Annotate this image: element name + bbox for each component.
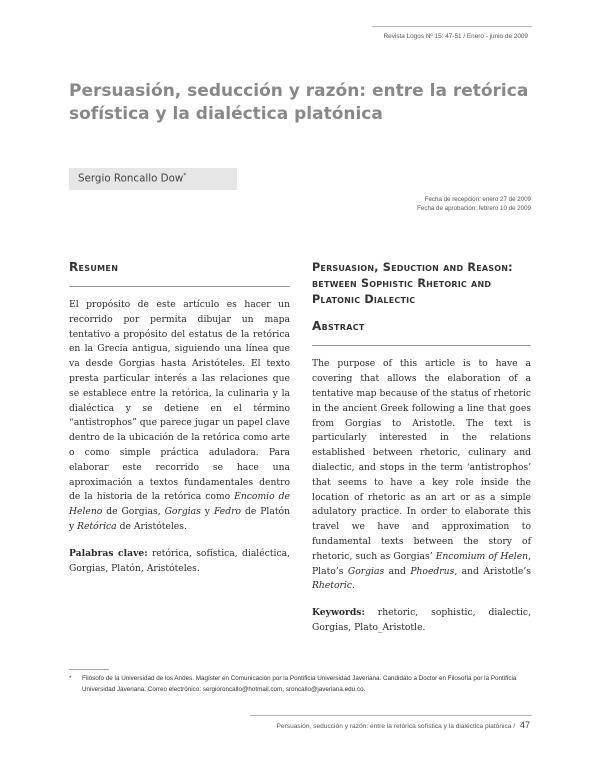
abstract-italic-4: Rhetoric [312,580,352,592]
abstract-text-4: , and Aristotle’s [454,565,531,577]
resumen-paragraph [69,298,290,535]
resumen-italic-3: Fedro [213,506,242,518]
palabras-clave [69,547,290,577]
submission-dates [417,195,531,213]
abstract-paragraph [312,357,531,594]
footnote-text: Filósofo de la Universidad de los Andes. Magíster en Comunicación por la Pontificia Universidad Javeriana. Candidato a Doctor en Filosofía por la Pontificia Universidad Javeriana. Correo electrónico: sergioroncallo@hotmail.com, sroncallo@javeriana.edu.co. [82,675,517,693]
page-number: 47 [519,720,530,730]
footer-rule [250,715,532,716]
running-title: Persuasión, seducción y razón: entre la retórica sofística y la dialéctica platónica [276,723,512,730]
received-date: Fecha de recepción: enero 27 de 2009 [424,196,531,203]
abstract-rule [312,345,531,346]
abstract-italic-3: Phoedrus [410,565,455,577]
abstract-text-1: The purpose of this article is to have a covering that allows the elaboration of a tentative map because of the status of rhetoric in the ancient Greek following a line that goes from Gorgias to Aristotle. The text is particularly interested in the relations established between rhetoric, culinary and dialectic, and stops in the term ‘antistrophos’ that seems to have a key role inside the location of rhetoric as an art or as a simple adulatory practice. In order to elaborate this travel we have and approximation to fundamental texts between the story of rhetoric, such as Gorgias’ [312,358,531,562]
author-footnote-mark: * [183,172,187,179]
resumen-italic-4: Retórica [77,520,117,532]
keywords [312,606,531,636]
resumen-italic-1: Encomio de Heleno [69,491,290,518]
resumen-heading: Resumen [69,260,119,274]
journal-citation: Revista Logos Nº 15: 47-51 / Enero - junio de 2009 [383,33,528,40]
approved-date: Fecha de aprobación: febrero 10 de 2009 [417,205,531,212]
abstract-column [312,260,531,636]
author-name-text: Sergio Roncallo Dow [78,172,184,185]
palabras-clave-text: retórica, sofística, dialéctica, Gorgias, Platón, Aristóteles. [69,547,290,574]
keywords-label: Keywords: [312,607,365,619]
resumen-text-3: y [200,506,214,518]
resumen-column [69,260,290,576]
header-rule [372,26,532,27]
palabras-clave-label: Palabras clave: [69,547,148,559]
abstract-italic-2: Gorgias [347,565,385,577]
abstract-text-2: , Plato’s [312,550,531,577]
abstract-text-5: . [351,580,355,592]
resumen-italic-2: Gorgias [164,506,201,518]
abstract-italic-1: Encomium of Helen [435,550,529,562]
author-name [78,172,186,184]
footnote-mark: * [69,675,72,682]
resumen-text-4: de Platón y [69,506,290,532]
footnote-rule [69,669,109,670]
page-footer [277,720,530,730]
article-title: Persuasión, seducción y razón: entre la retórica sofística y la dialéctica platónica [69,81,529,124]
abstract-text-3: and [384,565,411,577]
english-title: Persuasion, Seduction and Reason: between Sophistic Rhetoric and Platonic Dialectic [312,261,513,306]
footnote [69,674,537,695]
resumen-text-5: de Aristóteles. [116,520,187,532]
footer-separator: / [513,723,516,730]
resumen-text-1: El propósito de este artículo es hacer un recorrido por permita dibujar un mapa tentativo a propósito del estatus de la retórica en la Grecia antigua, siguiendo una línea que va desde Gorgias hasta Aristóteles. El texto presta particular interés a las relaciones que se establece entre la retórica, la culinaria y la dialéctica y se detiene en el término “antistrophos” que parece jugar un papel clave dentro de la ubicación de la retórica como arte o como simple práctica aduladora. Para elaborar este recorrido se hace una aproximación a textos fundamentales dentro de la historia de la retórica como [69,299,290,503]
resumen-text-2: de Gorgias, [102,506,165,518]
keywords-text: rhetoric, sophistic, dialectic, Gorgias, Plato_Aristotle. [312,607,531,633]
resumen-rule [69,286,290,287]
abstract-heading: Abstract [312,319,365,334]
